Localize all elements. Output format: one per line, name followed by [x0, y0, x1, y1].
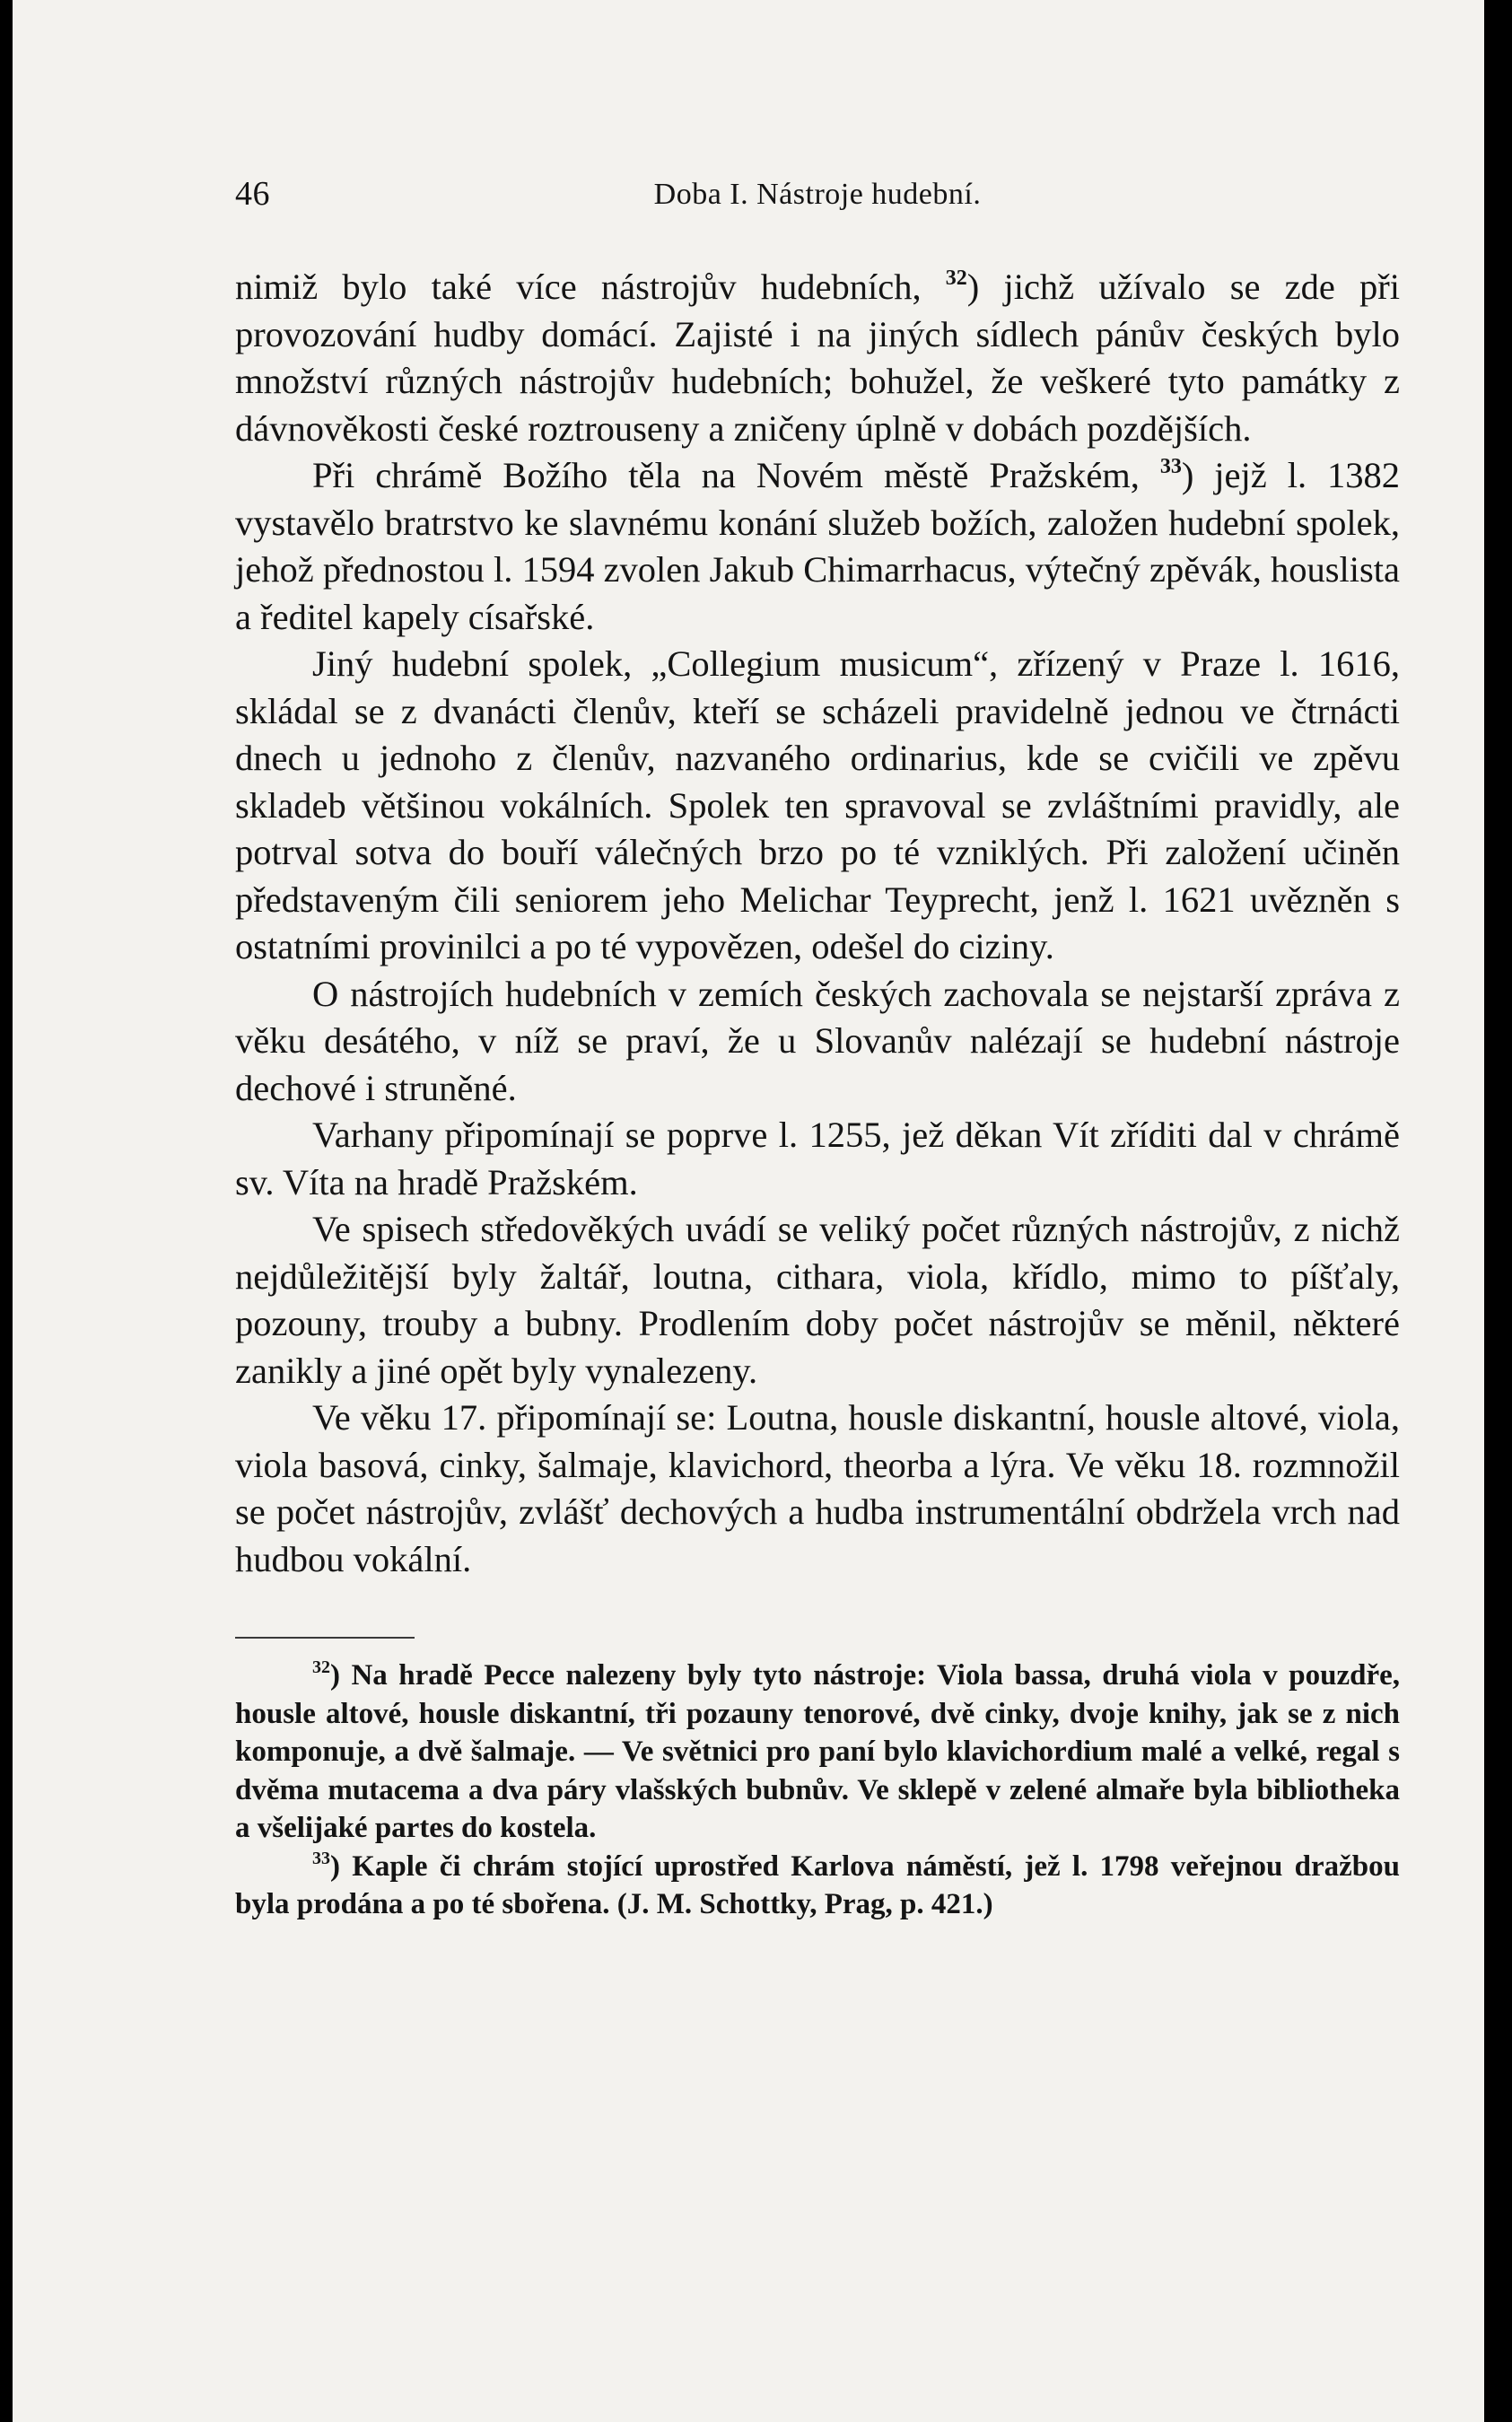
footnote-mark-32: 32: [312, 1657, 330, 1677]
footnotes: [235, 1657, 1400, 1924]
paragraph-1-text-cont: ) jichž užívalo se zde při provozování hudby domácí. Zajisté i na jiných sídlech pánův českých bylo množství různých nástrojův hudebních; bohužel, že veškeré tyto památky z dávnověkosti české roztrouseny a zničeny úplně v dobách pozdějších.: [235, 267, 1401, 449]
running-title: Doba I. Nástroje hudební.: [653, 178, 982, 211]
footnote-ref-32: 32: [945, 267, 967, 290]
paragraph-1-text: nimiž bylo také více nástrojův hudebních,: [235, 267, 946, 307]
footnote-32-text: ) Na hradě Pecce nalezeny byly tyto nástroje: Viola bassa, druhá viola v pouzdře, housle altové, housle diskantní, tři pozauny tenorové, dvě cinky, dvoje knihy, jak se z nich komponuje, a dvě šalmaje. — Ve světnici pro paní bylo klavichordium malé a velké, regal s dvěma mutacema a dva páry vlašských bubnův. Ve sklepě v zelené almaře byla bibliotheka a všelijaké partes do kostela.: [235, 1659, 1400, 1844]
paragraph-3: Jiný hudební spolek, „Collegium musicum“, zřízený v Praze l. 1616, skládal se z dvanácti členův, kteří se scházeli pravidelně jednou ve čtrnácti dnech u jednoho z členův, nazvaného ordinarius, kde se cvičili ve zpěvu skladeb většinou vokálních. Spolek ten spravoval se zvláštními pravidly, ale potrval sotva do bouří válečných brzo po té vzniklých. Při založení učiněn představeným čili seniorem jeho Melichar Teyprecht, jenž l. 1621 uvězněn s ostatními provinilci a po té vypovězen, odešel do ciziny.: [235, 643, 1400, 966]
paragraph-7: Ve věku 17. připomínají se: Loutna, housle diskantní, housle altové, viola, viola basová, cinky, šalmaje, klavichord, theorba a lýra. Ve věku 18. rozmnožil se počet nástrojův, zvlášť dechových a hudba instrumentální obdržela vrch nad hudbou vokální.: [235, 1397, 1400, 1579]
page-number: 46: [235, 175, 270, 213]
page-sheet: [13, 0, 1484, 2422]
page-header: [235, 153, 1400, 213]
footnote-33: [235, 1848, 1400, 1924]
paragraph-4: O nástrojích hudebních v zemích českých zachovala se nejstarší zpráva z věku desátého, v níž se praví, že u Slovanův nalézají se hudební nástroje dechové i struněné.: [235, 973, 1400, 1108]
paragraph-1: [235, 264, 1400, 452]
footnote-divider: [235, 1637, 415, 1639]
paragraph-2: [235, 452, 1400, 641]
footnote-ref-33: 33: [1159, 455, 1182, 478]
paragraph-6: Ve spisech středověkých uvádí se veliký počet různých nástrojův, z nichž nejdůležitější byly žaltář, loutna, cithara, viola, křídlo, mimo to píšťaly, pozouny, trouby a bubny. Prodlením doby počet nástrojův se měnil, některé zanikly a jiné opět byly vynalezeny.: [235, 1209, 1400, 1391]
body-text: [235, 264, 1400, 1583]
paragraph-5: Varhany připomínají se poprve l. 1255, jež děkan Vít zříditi dal v chrámě sv. Víta na hradě Pražském.: [235, 1115, 1400, 1202]
footnote-33-text: ) Kaple či chrám stojící uprostřed Karlova náměstí, jež l. 1798 veřejnou dražbou byla prodána a po té sbořena. (J. M. Schottky, Prag, p. 421.): [235, 1849, 1400, 1920]
paragraph-2-text: Při chrámě Božího těla na Novém městě Pražském,: [312, 455, 1160, 495]
footnote-mark-33: 33: [312, 1848, 330, 1868]
footnote-32: [235, 1657, 1400, 1848]
book-page: [235, 153, 1400, 1924]
paragraph-2-text-cont: ) jejž l. 1382 vystavělo bratrstvo ke slavnému konání služeb božích, založen hudební spolek, jehož přednostou l. 1594 zvolen Jakub Chimarrhacus, výtečný zpěvák, houslista a ředitel kapely císařské.: [235, 455, 1401, 637]
